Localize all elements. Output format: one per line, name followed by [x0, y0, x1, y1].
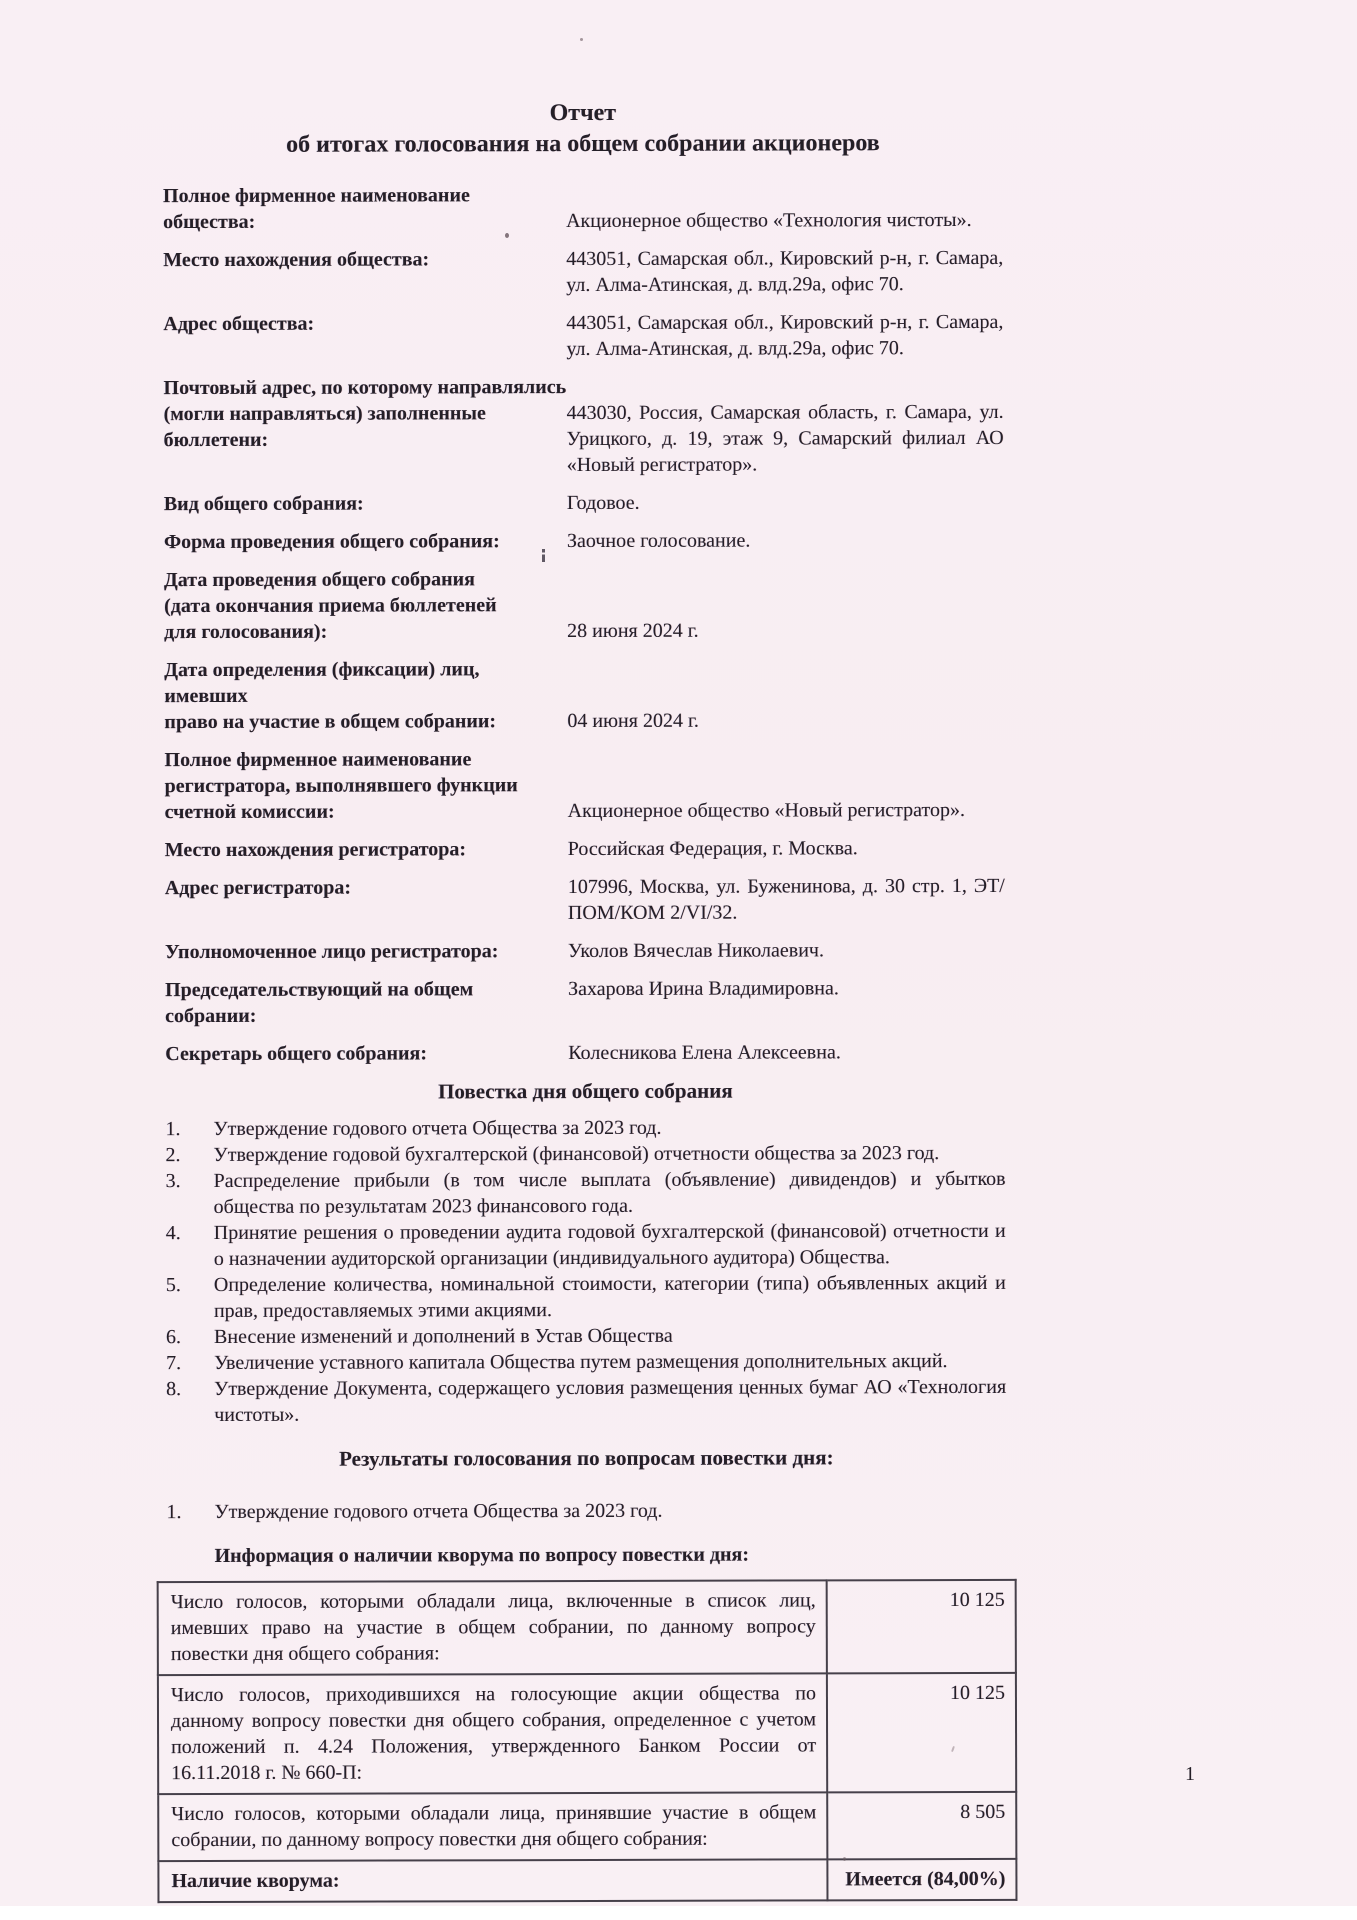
field-value: 443030, Россия, Самарская область, г. Самара, ул. Урицкого, д. 19, этаж 9, Самарский филиал АО «Новый регистратор».: [566, 400, 1004, 477]
agenda-item: [166, 1218, 1006, 1272]
agenda-item: [166, 1348, 1006, 1376]
quorum-row-label: Число голосов, которыми обладали лица, включенные в список лиц, имевших право на участие в общем собрании, по данному вопросу повестки дня общего собрания:: [158, 1580, 827, 1675]
agenda-item-number: 4.: [165, 1222, 181, 1245]
document-title-line1: Отчет: [549, 99, 617, 127]
scanner-edge-strip: [0, 1906, 1357, 1920]
quorum-table: [157, 1579, 1018, 1903]
field-value: Колесникова Елена Алексеевна.: [568, 1041, 841, 1065]
field-value: Российская Федерация, г. Москва.: [567, 837, 858, 861]
agenda-item: [166, 1322, 1006, 1350]
agenda-item-number: 6.: [165, 1326, 182, 1349]
table-row: [158, 1580, 1016, 1675]
agenda-item-number: 1.: [165, 1118, 181, 1141]
field-label: Место нахождения общества:: [163, 248, 430, 272]
quorum-row-value: 10 125: [827, 1673, 1016, 1792]
agenda-item-text: Внесение изменений и дополнений в Устав Общества: [213, 1324, 673, 1348]
quorum-heading: Информация о наличии кворума по вопросу повестки дня:: [214, 1543, 750, 1567]
results-heading: Результаты голосования по вопросам повестки дня:: [339, 1445, 834, 1471]
field-meeting-kind: [164, 489, 1004, 517]
agenda-item-number: 2.: [165, 1144, 181, 1167]
field-label: Адрес регистратора:: [164, 876, 352, 900]
field-label: Уполномоченное лицо регистратора:: [164, 940, 499, 964]
question-text: Утверждение годового отчета Общества за 2023 год.: [214, 1499, 663, 1523]
quorum-row-value: 8 505: [827, 1792, 1016, 1859]
field-label: Полное фирменное наименование регистратора, выполнявшего функции счетной комиссии:: [164, 748, 518, 824]
field-value: Уколов Вячеслав Николаевич.: [567, 939, 824, 963]
page-content: [163, 0, 1008, 1903]
field-label: Вид общего собрания:: [163, 492, 364, 516]
field-label: Полное фирменное наименование общества:: [162, 184, 470, 234]
field-meeting-secretary: [165, 1039, 1005, 1067]
field-label: Место нахождения регистратора:: [164, 838, 467, 862]
field-meeting-form: [164, 527, 1004, 555]
field-label: Секретарь общего собрания:: [165, 1042, 428, 1066]
field-label: Дата определения (фиксации) лиц, имевших право на участие в общем собрании:: [164, 658, 497, 734]
scan-artifact: [843, 1857, 846, 1861]
field-value: Заочное голосование.: [566, 529, 751, 553]
agenda-item-text: Распределение прибыли (в том числе выплата (объявление) дивидендов) и убытков общества по результатам 2023 финансового года.: [213, 1167, 1006, 1218]
field-value: 443051, Самарская обл., Кировский р-н, г. Самара, ул. Алма-Атинская, д. влд.29а, офис 70.: [566, 310, 1004, 361]
agenda-item-number: 5.: [165, 1274, 181, 1297]
field-registrar-full-name: [164, 745, 1004, 825]
agenda-item-text: Увеличение уставного капитала Общества путем размещения дополнительных акций.: [214, 1350, 948, 1374]
field-company-address: [163, 309, 1003, 363]
agenda-item-text: Утверждение Документа, содержащего условия размещения ценных бумаг АО «Технология чистоты».: [214, 1375, 1007, 1426]
quorum-row-label: Наличие кворума:: [158, 1859, 827, 1902]
field-value: 04 июня 2024 г.: [567, 709, 699, 733]
field-value: Годовое.: [566, 491, 640, 515]
agenda-item-text: Утверждение годовой бухгалтерской (финансовой) отчетности общества за 2023 год.: [213, 1142, 940, 1166]
agenda-item-number: 3.: [165, 1170, 181, 1193]
field-label: Форма проведения общего собрания:: [163, 530, 500, 554]
scan-artifact: [505, 233, 509, 238]
question-number: 1.: [166, 1501, 182, 1524]
field-value: 107996, Москва, ул. Буженинова, д. 30 стр. 1, ЭТ/ПОМ/КОМ 2/VI/32.: [567, 874, 1005, 925]
field-value: Захарова Ирина Владимировна.: [568, 977, 839, 1001]
agenda-item-text: Определение количества, номинальной стоимости, категории (типа) объявленных акций и прав, предоставляемых этими акциями.: [213, 1271, 1006, 1322]
field-record-date: [164, 655, 1004, 735]
field-value: 443051, Самарская обл., Кировский р-н, г. Самара, ул. Алма-Атинская, д. влд.29а, офис 70.: [566, 246, 1004, 297]
field-value: Акционерное общество «Новый регистратор».: [567, 799, 966, 823]
field-registrar-authorized-person: [165, 937, 1005, 965]
quorum-row-label: Число голосов, приходившихся на голосующие акции общества по данному вопросу повестки дня общего собрания, определенное с учетом положений п. 4.24 Положения, утвержденного Банком России от 16.11.2018 г. № 660-П:: [158, 1673, 827, 1794]
question-item: [166, 1497, 1006, 1525]
field-meeting-date: [164, 565, 1004, 645]
field-label: Адрес общества:: [163, 312, 315, 336]
agenda-item: [166, 1374, 1006, 1428]
quorum-row-value: 10 125: [827, 1580, 1016, 1673]
agenda-list: [165, 1114, 1006, 1428]
scan-artifact: [580, 38, 583, 41]
field-label: Почтовый адрес, по которому направлялись (могли направляться) заполненные бюллетени:: [163, 376, 567, 452]
agenda-item-number: 7.: [166, 1352, 182, 1375]
field-value: Акционерное общество «Технология чистоты».: [566, 208, 972, 233]
quorum-row-label: Число голосов, которыми обладали лица, принявшие участие в общем собрании, по данному вопросу повестки дня общего собрания:: [158, 1792, 827, 1861]
quorum-row-value: Имеется (84,00%): [827, 1859, 1016, 1900]
field-label: Председательствующий на общем собрании:: [165, 978, 474, 1028]
table-row: [158, 1673, 1016, 1794]
field-registrar-address: [165, 873, 1005, 927]
field-registrar-location: [165, 835, 1005, 863]
agenda-item-text: Утверждение годового отчета Общества за 2023 год.: [213, 1116, 662, 1140]
field-label: Дата проведения общего собрания (дата окончания приема бюллетеней для голосования):: [163, 568, 497, 644]
table-row-quorum-total: [158, 1859, 1016, 1902]
agenda-item-text: Принятие решения о проведении аудита годовой бухгалтерской (финансовой) отчетности и о назначении аудиторской организации (индивидуального аудитора) Общества.: [213, 1219, 1006, 1270]
field-company-location: [163, 245, 1003, 299]
scan-artifact: [542, 549, 545, 562]
agenda-item: [166, 1270, 1006, 1324]
field-company-full-name: [163, 181, 1003, 235]
page-number: 1: [1185, 1763, 1195, 1785]
agenda-heading: Повестка дня общего собрания: [438, 1078, 733, 1104]
field-value: 28 июня 2024 г.: [567, 619, 699, 643]
agenda-item: [166, 1166, 1006, 1220]
field-ballots-postal-address: [163, 373, 1003, 479]
document-title-line2: об итогах голосования на общем собрании акционеров: [286, 130, 880, 158]
field-meeting-chairman: [165, 975, 1005, 1029]
document-title: [163, 97, 1003, 161]
agenda-item: [165, 1140, 1005, 1168]
meeting-details: [163, 181, 1005, 1067]
agenda-item-number: 8.: [166, 1378, 182, 1401]
agenda-item: [165, 1114, 1005, 1142]
table-row: [158, 1792, 1016, 1861]
